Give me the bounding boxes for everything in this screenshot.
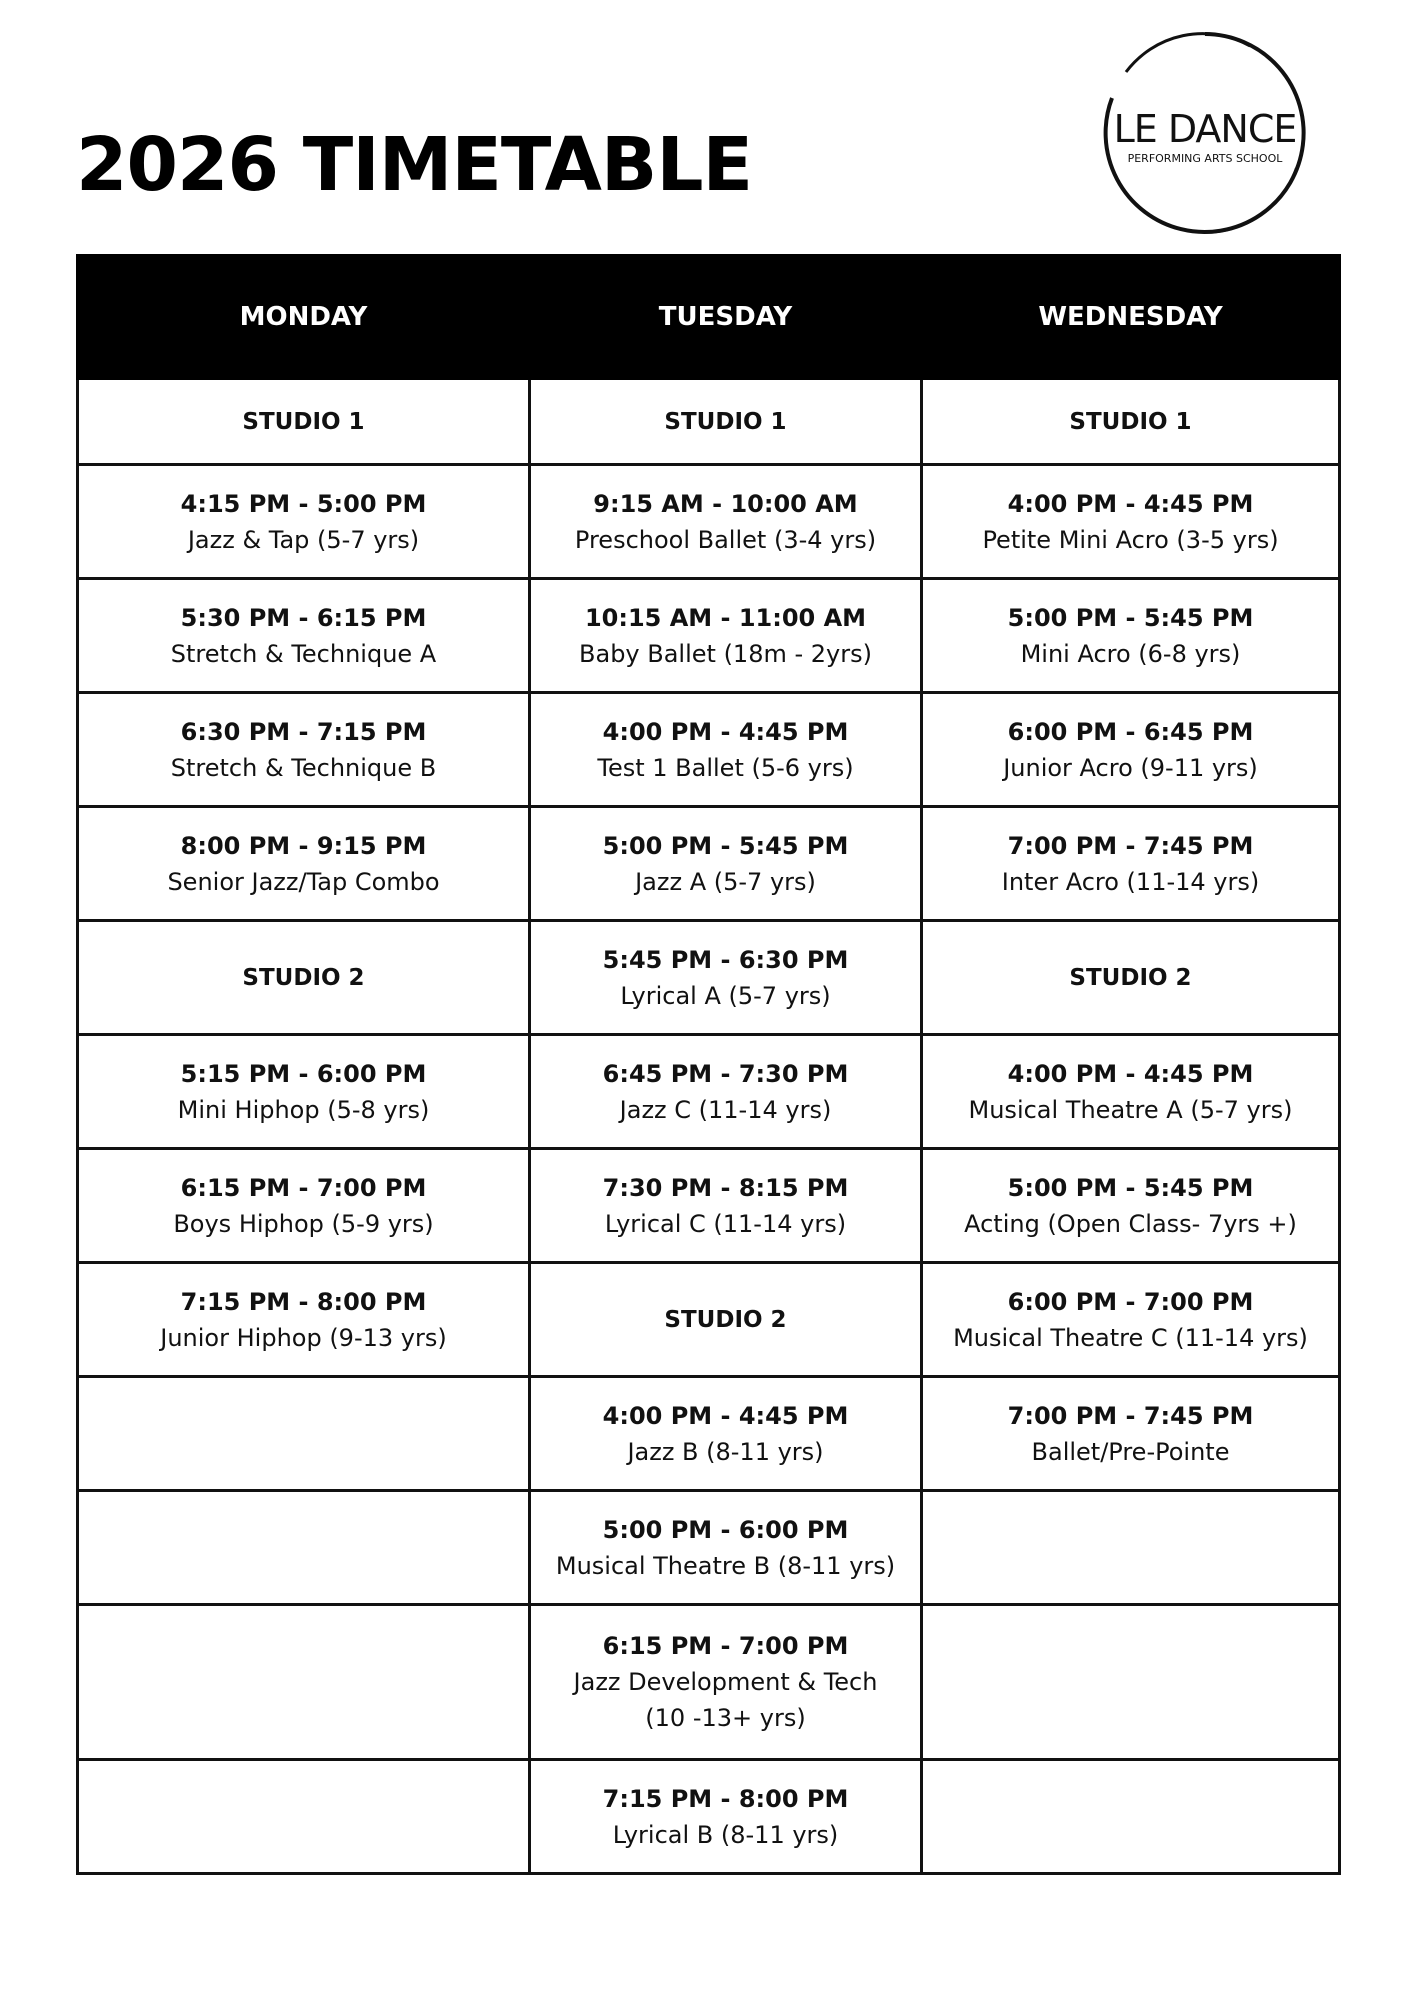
class-name: Mini Hiphop (5-8 yrs) [177, 1095, 430, 1124]
class-name: Jazz & Tap (5-7 yrs) [187, 525, 420, 554]
table-row [78, 693, 1340, 807]
logo-subtitle: PERFORMING ARTS SCHOOL [1127, 152, 1283, 165]
studio-name: STUDIO 2 [1069, 964, 1192, 991]
table-row [78, 379, 1340, 465]
class-cell-tuesday [530, 1491, 922, 1605]
studio-name: STUDIO 1 [664, 408, 787, 435]
class-cell-wednesday [922, 693, 1340, 807]
class-cell-wednesday [922, 1377, 1340, 1491]
class-cell-monday [78, 579, 530, 693]
class-cell-monday [78, 1149, 530, 1263]
class-time: 6:30 PM - 7:15 PM [180, 717, 427, 746]
class-time: 4:15 PM - 5:00 PM [180, 489, 427, 518]
class-name: Baby Ballet (18m - 2yrs) [579, 639, 872, 668]
class-cell-tuesday [530, 1035, 922, 1149]
empty-cell [78, 1760, 530, 1874]
class-cell-monday [78, 807, 530, 921]
class-name: Preschool Ballet (3-4 yrs) [574, 525, 877, 554]
class-cell-tuesday [530, 465, 922, 579]
class-name: Lyrical C (11-14 yrs) [604, 1209, 847, 1238]
studio-name: STUDIO 1 [1069, 408, 1192, 435]
class-name: Mini Acro (6-8 yrs) [1020, 639, 1241, 668]
class-cell-wednesday [922, 579, 1340, 693]
class-time: 5:00 PM - 5:45 PM [602, 831, 849, 860]
studio-label-wednesday [922, 921, 1340, 1035]
class-cell-wednesday [922, 1035, 1340, 1149]
class-name: Junior Hiphop (9-13 yrs) [160, 1323, 447, 1352]
empty-cell [922, 1760, 1340, 1874]
class-cell-tuesday [530, 579, 922, 693]
class-name: Jazz Development & Tech [573, 1668, 878, 1696]
class-time: 4:00 PM - 4:45 PM [602, 717, 849, 746]
class-time: 6:00 PM - 6:45 PM [1007, 717, 1254, 746]
table-row [78, 1491, 1340, 1605]
table-row [78, 1035, 1340, 1149]
class-name: Petite Mini Acro (3-5 yrs) [982, 525, 1279, 554]
class-name: Ballet/Pre-Pointe [1031, 1437, 1230, 1466]
class-time: 7:00 PM - 7:45 PM [1007, 1401, 1254, 1430]
studio-name: STUDIO 1 [242, 408, 365, 435]
class-time: 7:15 PM - 8:00 PM [180, 1287, 427, 1316]
class-time: 5:00 PM - 6:00 PM [602, 1515, 849, 1544]
empty-cell [922, 1491, 1340, 1605]
class-name: Acting (Open Class- 7yrs +) [964, 1209, 1297, 1238]
studio-label-wednesday [922, 379, 1340, 465]
studio-name: STUDIO 2 [664, 1306, 787, 1333]
class-time: 7:00 PM - 7:45 PM [1007, 831, 1254, 860]
class-age-range: (10 -13+ yrs) [645, 1704, 806, 1732]
table-row [78, 1377, 1340, 1491]
class-cell-monday [78, 1035, 530, 1149]
empty-cell [922, 1605, 1340, 1760]
class-name: Senior Jazz/Tap Combo [167, 867, 440, 896]
class-name: Lyrical A (5-7 yrs) [620, 981, 831, 1010]
class-cell-tuesday [530, 1377, 922, 1491]
empty-cell [78, 1491, 530, 1605]
class-name: Jazz B (8-11 yrs) [627, 1437, 824, 1466]
day-header-monday: MONDAY [78, 256, 530, 379]
class-name: Musical Theatre A (5-7 yrs) [968, 1095, 1293, 1124]
class-cell-tuesday [530, 1605, 922, 1760]
class-time: 5:15 PM - 6:00 PM [180, 1059, 427, 1088]
empty-cell [78, 1605, 530, 1760]
class-name: Boys Hiphop (5-9 yrs) [173, 1209, 434, 1238]
studio-name: STUDIO 2 [242, 964, 365, 991]
day-header-row [78, 256, 1340, 379]
table-row [78, 1263, 1340, 1377]
class-cell-tuesday [530, 921, 922, 1035]
class-time: 6:00 PM - 7:00 PM [1007, 1287, 1254, 1316]
timetable [76, 254, 1341, 1875]
empty-cell [78, 1377, 530, 1491]
class-cell-tuesday [530, 1760, 922, 1874]
studio-label-monday [78, 379, 530, 465]
class-name: Musical Theatre C (11-14 yrs) [953, 1323, 1308, 1352]
class-name: Jazz C (11-14 yrs) [619, 1095, 832, 1124]
day-header-wednesday: WEDNESDAY [922, 256, 1340, 379]
class-time: 5:30 PM - 6:15 PM [180, 603, 427, 632]
class-time: 8:00 PM - 9:15 PM [180, 831, 427, 860]
class-name: Junior Acro (9-11 yrs) [1003, 753, 1258, 782]
page-title: 2026 TIMETABLE [76, 122, 753, 208]
class-time: 5:00 PM - 5:45 PM [1007, 603, 1254, 632]
class-time: 4:00 PM - 4:45 PM [1007, 489, 1254, 518]
class-name: Jazz A (5-7 yrs) [635, 867, 816, 896]
logo-name: LE DANCE [1113, 107, 1297, 151]
studio-label-monday [78, 921, 530, 1035]
class-name: Inter Acro (11-14 yrs) [1001, 867, 1260, 896]
class-name: Musical Theatre B (8-11 yrs) [555, 1551, 896, 1580]
class-name: Stretch & Technique A [170, 639, 437, 668]
table-row [78, 807, 1340, 921]
class-time: 6:45 PM - 7:30 PM [602, 1059, 849, 1088]
studio-label-tuesday [530, 1263, 922, 1377]
table-row [78, 1605, 1340, 1760]
class-time: 4:00 PM - 4:45 PM [602, 1401, 849, 1430]
class-name: Lyrical B (8-11 yrs) [612, 1820, 839, 1849]
studio-label-tuesday [530, 379, 922, 465]
table-row [78, 579, 1340, 693]
class-time: 7:15 PM - 8:00 PM [602, 1784, 849, 1813]
class-name: Test 1 Ballet (5-6 yrs) [597, 753, 854, 782]
school-logo [1100, 28, 1310, 238]
class-cell-tuesday [530, 693, 922, 807]
class-cell-tuesday [530, 807, 922, 921]
class-time: 9:15 AM - 10:00 AM [593, 489, 858, 518]
day-header-tuesday: TUESDAY [530, 256, 922, 379]
class-cell-tuesday [530, 1149, 922, 1263]
class-cell-wednesday [922, 807, 1340, 921]
class-time: 10:15 AM - 11:00 AM [584, 603, 867, 632]
class-cell-wednesday [922, 465, 1340, 579]
class-cell-wednesday [922, 1263, 1340, 1377]
class-time: 4:00 PM - 4:45 PM [1007, 1059, 1254, 1088]
table-row [78, 1760, 1340, 1874]
table-row [78, 465, 1340, 579]
class-time: 6:15 PM - 7:00 PM [180, 1173, 427, 1202]
class-time: 6:15 PM - 7:00 PM [602, 1632, 849, 1660]
class-cell-monday [78, 693, 530, 807]
class-time: 5:00 PM - 5:45 PM [1007, 1173, 1254, 1202]
table-row [78, 921, 1340, 1035]
class-time: 7:30 PM - 8:15 PM [602, 1173, 849, 1202]
class-time: 5:45 PM - 6:30 PM [602, 945, 849, 974]
class-cell-wednesday [922, 1149, 1340, 1263]
class-cell-monday [78, 1263, 530, 1377]
table-row [78, 1149, 1340, 1263]
class-name: Stretch & Technique B [170, 753, 437, 782]
class-cell-monday [78, 465, 530, 579]
